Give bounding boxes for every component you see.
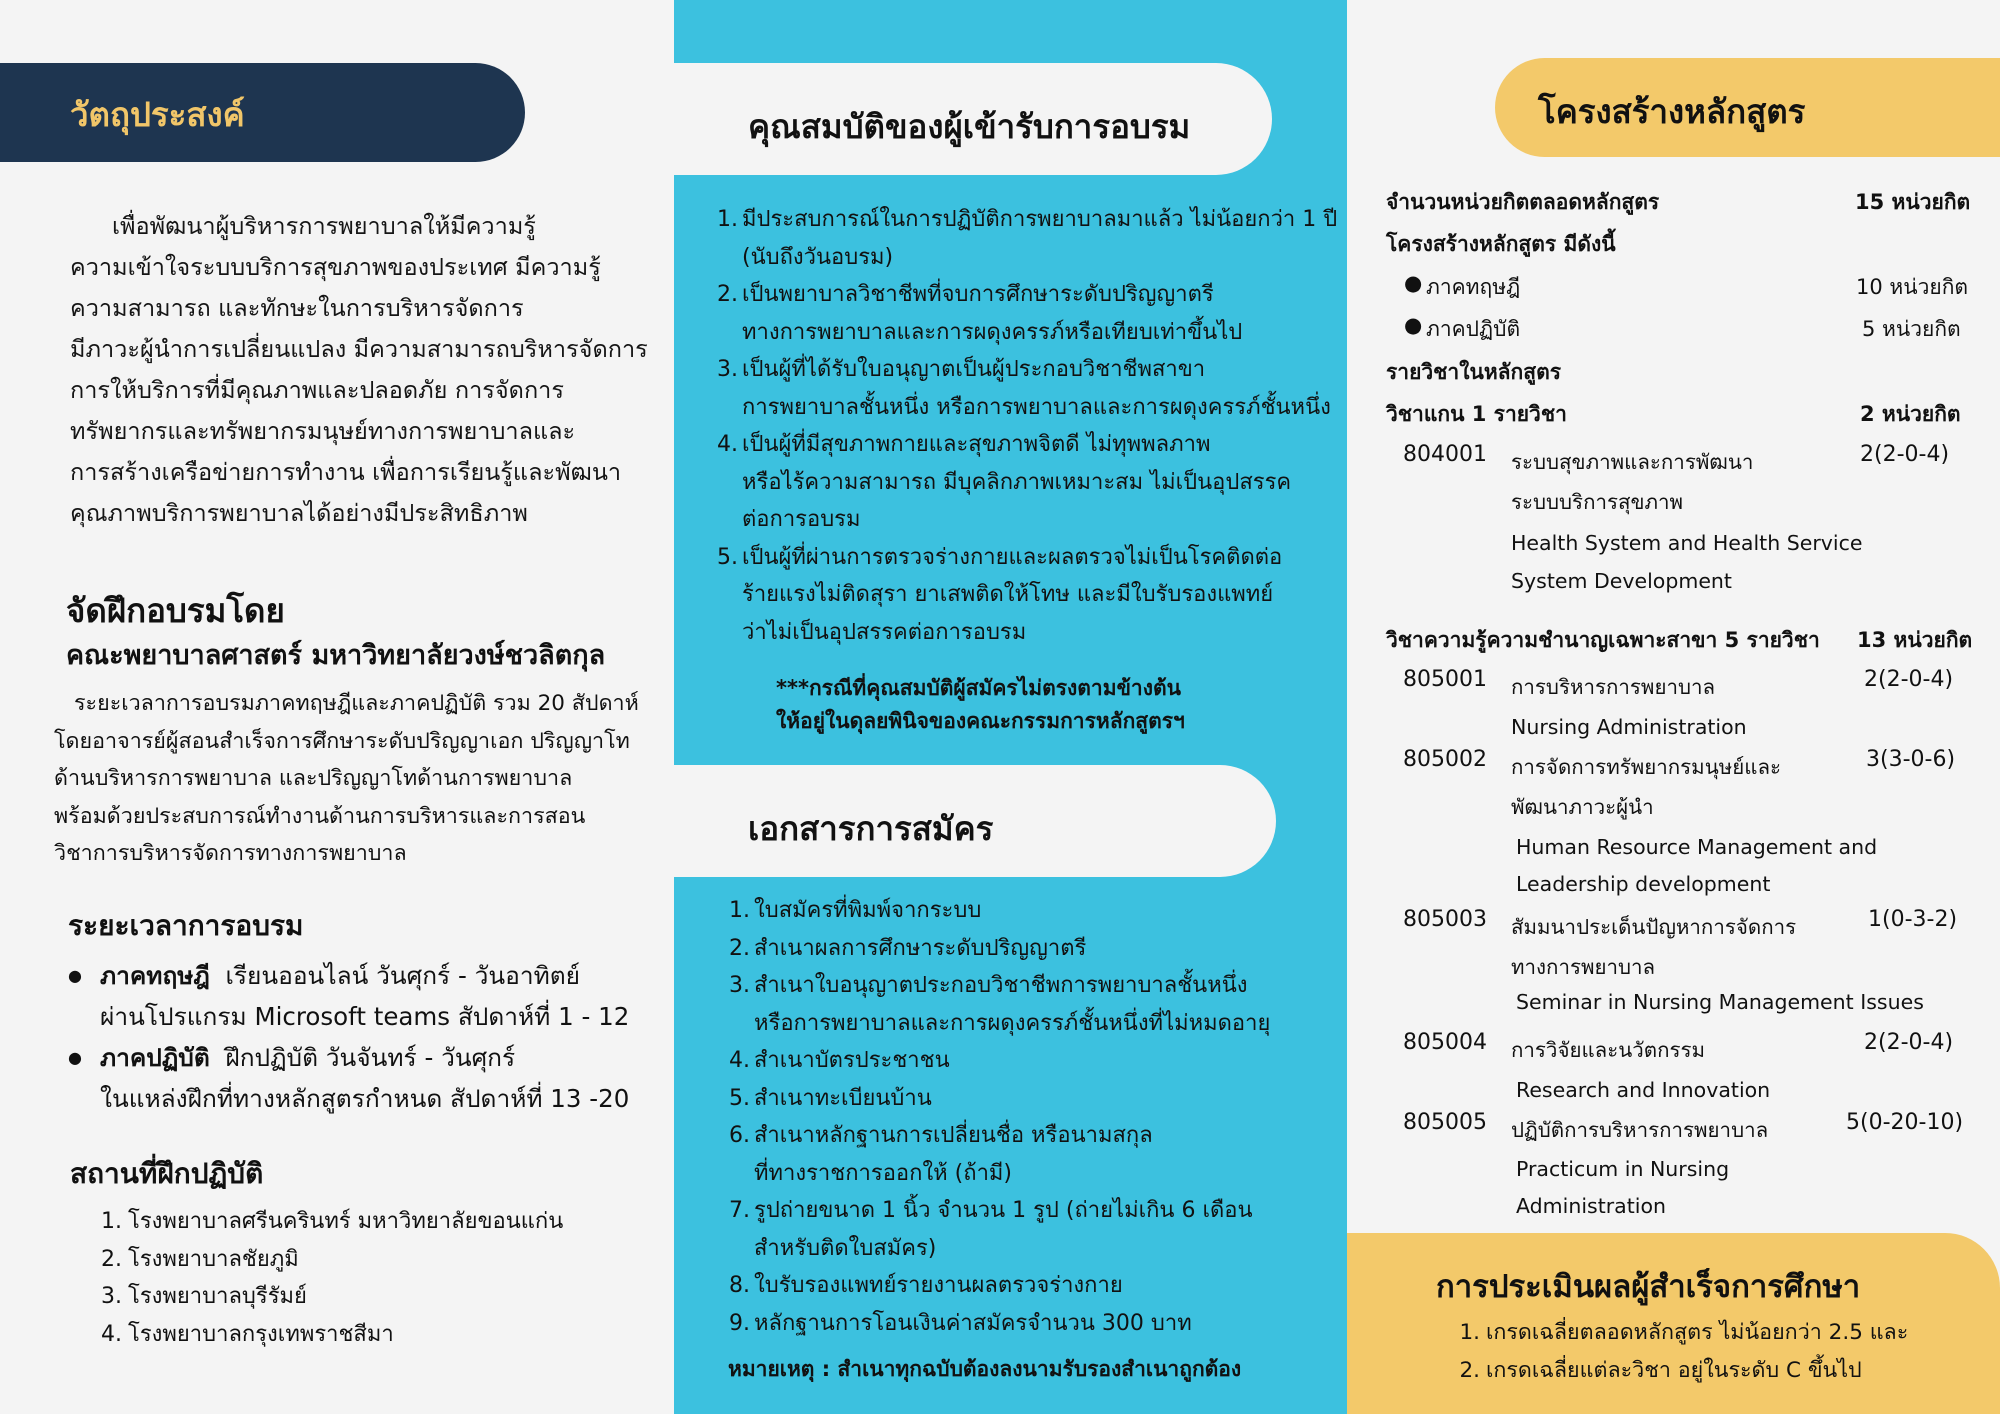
objective-line: มีภาวะผู้นำการเปลี่ยนแปลง มีความสามารถบริหารจัดการ bbox=[70, 335, 648, 363]
organizer-line: ระยะเวลาการอบรมภาคทฤษฎีและภาคปฏิบัติ รวม 20 สัปดาห์ bbox=[74, 691, 639, 716]
course-credit: 3(3-0-6) bbox=[1866, 747, 1956, 772]
duration-label: ภาคปฏิบัติ bbox=[100, 1043, 210, 1072]
course-code: 805003 bbox=[1403, 907, 1487, 932]
duration-text: ในแหล่งฝึกที่ทางหลักสูตรกำหนด สัปดาห์ที่ 13 -20 bbox=[100, 1084, 630, 1113]
objective-line: ทรัพยากรและทรัพยากรมนุษย์ทางการพยาบาลและ bbox=[70, 417, 576, 445]
qualification-item: 1. มีประสบการณ์ในการปฏิบัติการพยาบาลมาแล้ว ไม่น้อยกว่า 1 ปี (นับถึงวันอบรม) bbox=[717, 207, 1338, 270]
document-item: 1. ใบสมัครที่พิมพ์จากระบบ bbox=[729, 898, 982, 923]
venue-item: 3. โรงพยาบาลบุรีรัมย์ bbox=[101, 1284, 307, 1309]
document-item: 3. สำเนาใบอนุญาตประกอบวิชาชีพการพยาบาลชั้นหนึ่ง หรือการพยาบาลและการผดุงครรภ์ชั้นหนึ่งที่ไม่หมดอายุ bbox=[729, 973, 1271, 1036]
objective-line: คุณภาพบริการพยาบาลได้อย่างมีประสิทธิภาพ bbox=[70, 499, 528, 527]
document-item: 8. ใบรับรองแพทย์รายงานผลตรวจร่างกาย bbox=[729, 1273, 1123, 1298]
qualification-item: 4. เป็นผู้ที่มีสุขภาพกายและสุขภาพจิตดี ไม่ทุพพลภาพ หรือไร้ความสามารถ มีบุคลิกภาพเหมาะสม ไม่เป็นอุปสรรค ต่อการอบรม bbox=[717, 432, 1292, 532]
qualification-item: 2. เป็นพยาบาลวิชาชีพที่จบการศึกษาระดับปริญญาตรี ทางการพยาบาลและการผดุงครรภ์หรือเทียบเท่าขึ้นไป bbox=[717, 282, 1243, 345]
organizer-line: วิชาการบริหารจัดการทางการพยาบาล bbox=[54, 841, 407, 866]
course-credit: 2(2-0-4) bbox=[1864, 1030, 1954, 1055]
objective-line: การให้บริการที่มีคุณภาพและปลอดภัย การจัดการ bbox=[70, 376, 564, 404]
theory-label: ภาคทฤษฎี bbox=[1426, 275, 1521, 299]
organizer-title: จัดฝึกอบรมโดย bbox=[66, 591, 285, 630]
course-title: สัมมนาประเด็นปัญหาการจัดการ ทางการพยาบาล bbox=[1511, 915, 1797, 979]
course-title: ระบบสุขภาพและการพัฒนา ระบบบริการสุขภาพ bbox=[1511, 450, 1754, 514]
duration-text: เรียนออนไลน์ วันศุกร์ - วันอาทิตย์ bbox=[225, 961, 581, 990]
course-credit: 2(2-0-4) bbox=[1860, 442, 1950, 467]
document-item: 4. สำเนาบัตรประชาชน bbox=[729, 1048, 950, 1073]
course-credit: 1(0-3-2) bbox=[1868, 907, 1958, 932]
organizer-line: โดยอาจารย์ผู้สอนสำเร็จการศึกษาระดับปริญญาเอก ปริญญาโท bbox=[54, 728, 630, 754]
evaluation-title: การประเมินผลผู้สำเร็จการศึกษา bbox=[1436, 1269, 1861, 1305]
duration-title: ระยะเวลาการอบรม bbox=[68, 909, 304, 942]
theory-value: 10 หน่วยกิต bbox=[1856, 275, 1969, 299]
total-credits-label: จำนวนหน่วยกิตตลอดหลักสูตร bbox=[1386, 190, 1660, 214]
duration-text: ฝึกปฏิบัติ วันจันทร์ - วันศุกร์ bbox=[225, 1043, 516, 1072]
course-title-en: Health System and Health Service System Development bbox=[1511, 531, 1863, 593]
qualification-title: คุณสมบัติของผู้เข้ารับการอบรม bbox=[748, 107, 1191, 146]
venue-title: สถานที่ฝึกปฏิบัติ bbox=[70, 1157, 264, 1190]
course-credit: 5(0-20-10) bbox=[1846, 1110, 1964, 1135]
core-label: วิชาแกน 1 รายวิชา bbox=[1386, 402, 1567, 426]
practice-value: 5 หน่วยกิต bbox=[1862, 317, 1961, 341]
venue-item: 2. โรงพยาบาลชัยภูมิ bbox=[101, 1246, 299, 1272]
course-code: 805004 bbox=[1403, 1030, 1487, 1055]
objective-title: วัตถุประสงค์ bbox=[70, 95, 245, 134]
course-code: 804001 bbox=[1403, 442, 1487, 467]
documents-note: หมายเหตุ : สำเนาทุกฉบับต้องลงนามรับรองสำเนาถูกต้อง bbox=[728, 1357, 1242, 1381]
course-credit: 2(2-0-4) bbox=[1864, 667, 1954, 692]
core-value: 2 หน่วยกิต bbox=[1860, 402, 1961, 426]
evaluation-item: 1. เกรดเฉลี่ยตลอดหลักสูตร ไม่น้อยกว่า 2.5 และ bbox=[1459, 1320, 1909, 1345]
course-title: ปฏิบัติการบริหารการพยาบาล bbox=[1511, 1118, 1769, 1142]
document-item: 6. สำเนาหลักฐานการเปลี่ยนชื่อ หรือนามสกุล ที่ทางราชการออกให้ (ถ้ามี) bbox=[729, 1123, 1153, 1186]
organizer-paragraph bbox=[54, 685, 674, 873]
objective-line: การสร้างเครือข่ายการทำงาน เพื่อการเรียนรู้และพัฒนา bbox=[70, 458, 622, 486]
course-title: การวิจัยและนวัตกรรม Research and Innovation bbox=[1511, 1038, 1771, 1102]
theory-bullet-icon: ● bbox=[1404, 271, 1423, 295]
curriculum-title: โครงสร้างหลักสูตร bbox=[1538, 92, 1806, 131]
course-title-en: Human Resource Management and Leadership development bbox=[1516, 835, 1878, 896]
course-code: 805002 bbox=[1403, 747, 1487, 772]
duration-item-theory bbox=[68, 955, 668, 1037]
qualification-item: 3. เป็นผู้ที่ได้รับใบอนุญาตเป็นผู้ประกอบวิชาชีพสาขา การพยาบาลชั้นหนึ่ง หรือการพยาบาลและการผดุงครรภ์ชั้นหนึ่ง bbox=[717, 357, 1331, 420]
course-code: 805005 bbox=[1403, 1110, 1487, 1135]
document-item: 2. สำเนาผลการศึกษาระดับปริญญาตรี bbox=[729, 935, 1087, 961]
venue-item: 4. โรงพยาบาลกรุงเทพราชสีมา bbox=[101, 1321, 394, 1347]
course-title: การจัดการทรัพยากรมนุษย์และ พัฒนาภาวะผู้นำ bbox=[1511, 755, 1782, 819]
evaluation-list bbox=[1454, 1314, 1994, 1389]
objective-line: ความสามารถ และทักษะในการบริหารจัดการ bbox=[70, 294, 524, 322]
subjects-label: รายวิชาในหลักสูตร bbox=[1386, 360, 1561, 384]
objective-paragraph bbox=[70, 206, 670, 534]
middle-panel bbox=[674, 0, 1347, 1414]
specialty-value: 13 หน่วยกิต bbox=[1857, 628, 1973, 652]
qualification-list bbox=[714, 201, 1344, 651]
objective-line: เพื่อพัฒนาผู้บริหารการพยาบาลให้มีความรู้ bbox=[112, 212, 536, 240]
document-item: 9. หลักฐานการโอนเงินค่าสมัครจำนวน 300 บาท bbox=[729, 1310, 1192, 1336]
venue-list bbox=[96, 1203, 656, 1353]
total-credits-value: 15 หน่วยกิต bbox=[1855, 190, 1971, 214]
document-item: 5. สำเนาทะเบียนบ้าน bbox=[729, 1085, 932, 1111]
course-title: การบริหารการพยาบาล Nursing Administration bbox=[1511, 675, 1747, 739]
documents-list bbox=[726, 892, 1344, 1342]
organizer-line: ด้านบริหารการพยาบาล และปริญญาโทด้านการพยาบาล bbox=[54, 766, 573, 791]
duration-list bbox=[68, 955, 668, 1119]
qualification-note: ***กรณีที่คุณสมบัติผู้สมัครไม่ตรงตามข้างต้น ให้อยู่ในดุลยพินิจของคณะกรรมการหลักสูตรฯ bbox=[776, 676, 1185, 733]
course-code: 805001 bbox=[1403, 667, 1487, 692]
organizer-line: พร้อมด้วยประสบการณ์ทำงานด้านการบริหารและการสอน bbox=[54, 803, 586, 829]
duration-item-practice bbox=[68, 1037, 668, 1119]
course-title-en: Practicum in Nursing Administration bbox=[1516, 1157, 1730, 1218]
course-title-en: Seminar in Nursing Management Issues bbox=[1516, 990, 1924, 1014]
practice-bullet-icon: ● bbox=[1404, 313, 1423, 337]
venue-item: 1. โรงพยาบาลศรีนครินทร์ มหาวิทยาลัยขอนแก่น bbox=[101, 1209, 564, 1234]
practice-label: ภาคปฏิบัติ bbox=[1426, 317, 1521, 341]
specialty-label: วิชาความรู้ความชำนาญเฉพาะสาขา 5 รายวิชา bbox=[1386, 628, 1820, 652]
structure-label: โครงสร้างหลักสูตร มีดังนี้ bbox=[1386, 232, 1616, 256]
objective-line: ความเข้าใจระบบบริการสุขภาพของประเทศ มีความรู้ bbox=[70, 253, 601, 281]
document-item: 7. รูปถ่ายขนาด 1 นิ้ว จำนวน 1 รูป (ถ่ายไม่เกิน 6 เดือน สำหรับติดใบสมัคร) bbox=[729, 1198, 1253, 1261]
documents-title: เอกสารการสมัคร bbox=[748, 809, 994, 848]
evaluation-item: 2. เกรดเฉลี่ยแต่ละวิชา อยู่ในระดับ C ขึ้นไป bbox=[1459, 1357, 1862, 1383]
duration-text: ผ่านโปรแกรม Microsoft teams สัปดาห์ที่ 1 - 12 bbox=[100, 1002, 630, 1031]
left-panel bbox=[0, 0, 674, 1414]
qualification-item: 5. เป็นผู้ที่ผ่านการตรวจร่างกายและผลตรวจไม่เป็นโรคติดต่อ ร้ายแรงไม่ติดสุรา ยาเสพติดให้โทษ และมีใบรับรองแพทย์ ว่าไม่เป็นอุปสรรคต่อการอบรม bbox=[717, 544, 1283, 645]
organizer-name: คณะพยาบาลศาสตร์ มหาวิทยาลัยวงษ์ชวลิตกุล bbox=[66, 640, 606, 671]
duration-label: ภาคทฤษฎี bbox=[100, 961, 210, 990]
